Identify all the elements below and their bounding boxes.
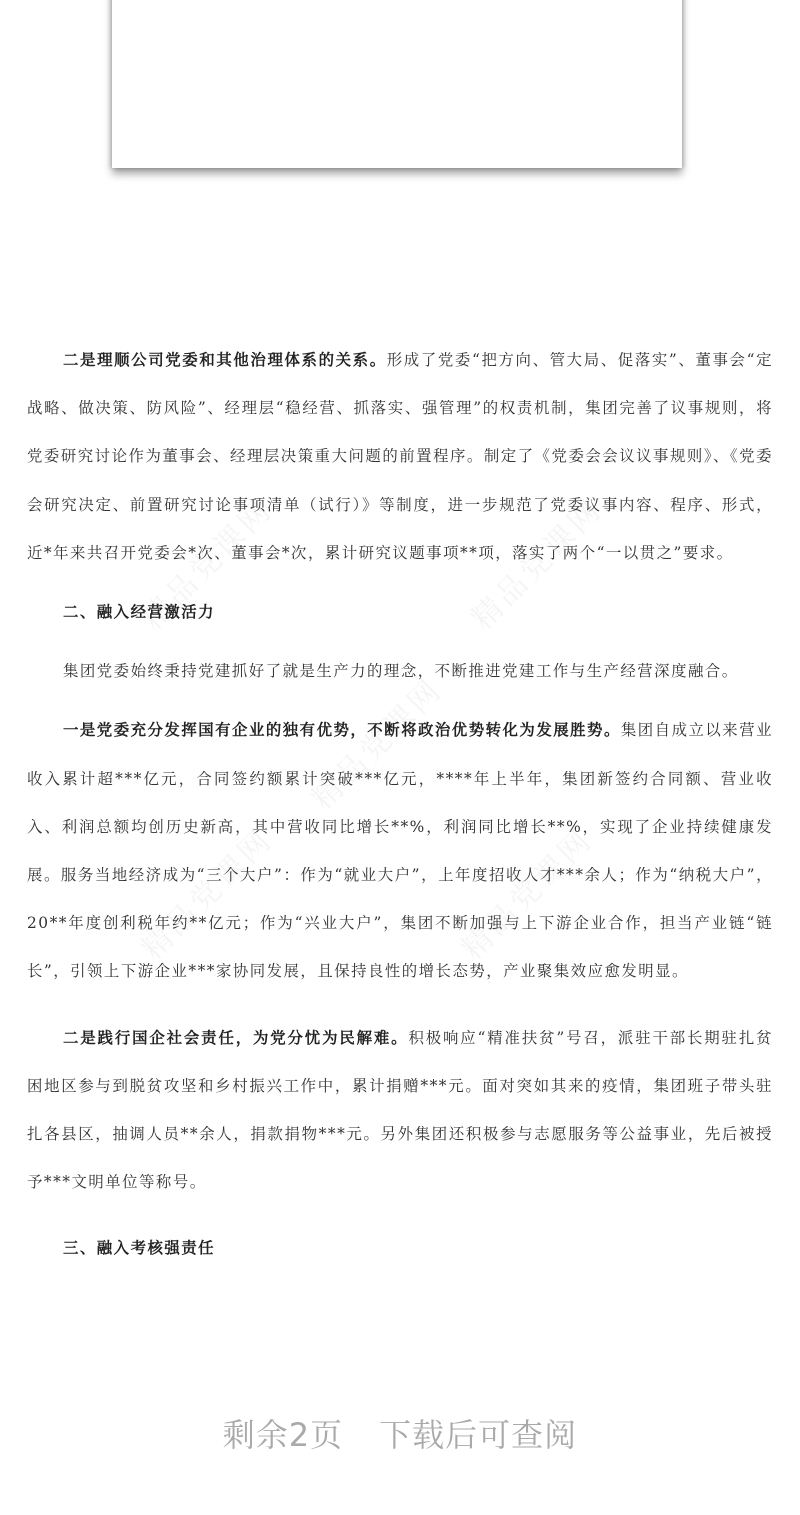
- paragraph-text: 形成了党委“把方向、管大局、促落实”、董事会“定战略、做决策、防风险”、经理层“稳经营、抓落实、强管理”的权责机制，集团完善了议事规则，将党委研究讨论作为董事会、经理层决策重大问题的前置程序。制定了《党委会会议议事规则》、《党委会研究决定、前置研究讨论事项清单（试行）》等制度，进一步规范了党委议事内容、程序、形式，近*年来共召开党委会*次、董事会*次，累计研究议题事项**项，落实了两个“一以贯之”要求。: [27, 351, 773, 562]
- paragraph-lead: 一是党委充分发挥国有企业的独有优势，不断将政治优势转化为发展胜势。: [63, 721, 621, 740]
- remaining-pages-label: 剩余2页: [222, 1416, 344, 1454]
- paragraph-text: 积极响应“精准扶贫”号召，派驻干部长期驻扎贫困地区参与到脱贫攻坚和乡村振兴工作中，累计捐赠***元。面对突如其来的疫情，集团班子带头驻扎各县区，抽调人员**余人，捐款捐物***元。另外集团还积极参与志愿服务等公益事业，先后被授予***文明单位等称号。: [27, 1028, 773, 1192]
- paragraph-advantage: [27, 706, 773, 995]
- paragraph-responsibility: [27, 1014, 773, 1207]
- section-heading: 三、融入考核强责任: [63, 1239, 216, 1258]
- paragraph-lead: 二是理顺公司党委和其他治理体系的关系。: [63, 351, 387, 369]
- paragraph-lead: 二是践行国企社会责任，为党分忧为民解难。: [63, 1028, 409, 1047]
- paragraph-text: 集团自成立以来营业收入累计超***亿元，合同签约额累计突破***亿元，****年上半年，集团新签约合同额、营业收入、利润总额均创历史新高，其中营收同比增长**%，利润同比增长**%，实现了企业持续健康发展。服务当地经济成为“三个大户”：作为“就业大户”，上年度招收人才***余人；作为“纳税大户”，20**年度创利税年约**亿元；作为“兴业大户”，集团不断加强与上下游企业合作，担当产业链“链长”，引领上下游企业***家协同发展，且保持良性的增长态势，产业聚集效应愈发明显。: [27, 721, 773, 981]
- download-action-label[interactable]: 下载后可查阅: [379, 1416, 578, 1454]
- paragraph-intro: 集团党委始终秉持党建抓好了就是生产力的理念，不断推进党建工作与生产经营深度融合。: [63, 662, 739, 681]
- download-to-read-more[interactable]: [0, 1410, 800, 1456]
- section-heading: 二、融入经营激活力: [63, 603, 216, 622]
- paragraph-governance: [27, 336, 773, 577]
- previous-page-card: [112, 0, 682, 168]
- document-body: [27, 336, 773, 1273]
